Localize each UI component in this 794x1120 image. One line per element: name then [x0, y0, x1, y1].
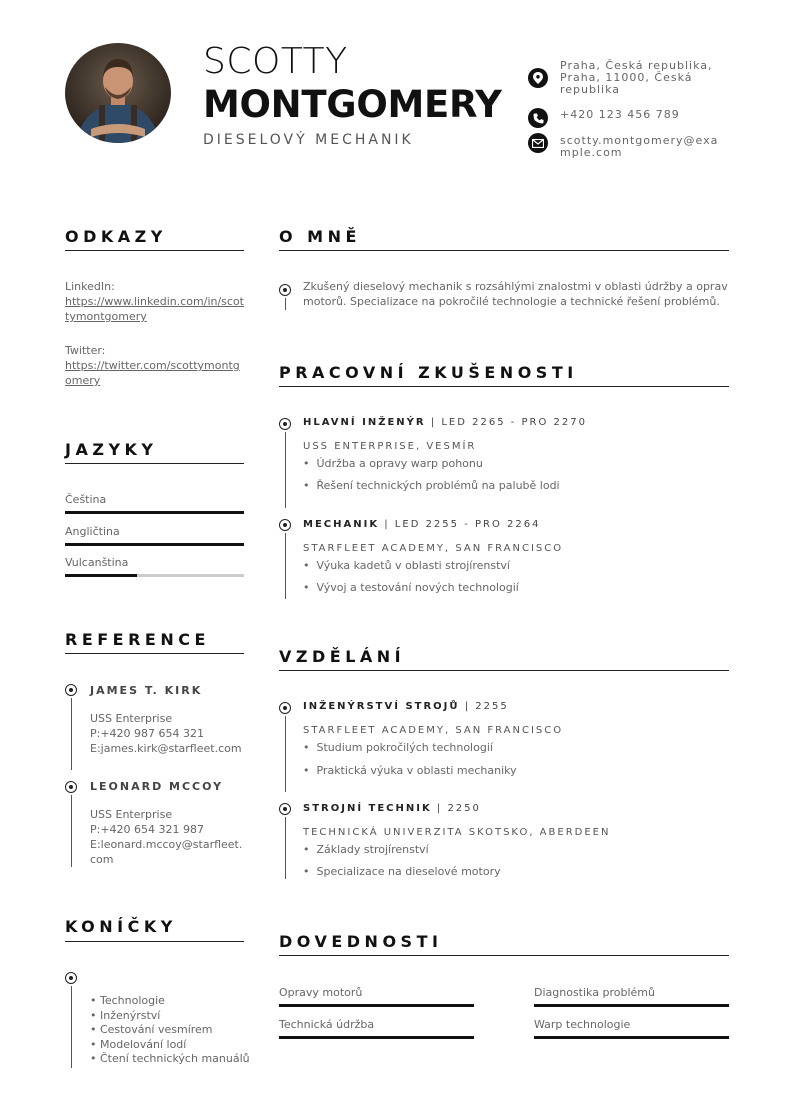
linkedin-link[interactable]: https://www.linkedin.com/in/scottymontgomery: [65, 295, 244, 323]
languages-heading: JAZYKY: [65, 440, 158, 459]
timeline-dot-icon: [65, 972, 77, 984]
education-rule: [279, 670, 729, 671]
hobby-item: • Inženýrství: [90, 1008, 161, 1022]
skills-heading: DOVEDNOSTI: [279, 932, 443, 951]
timeline-dot-icon: [279, 284, 291, 296]
education-dates: | 2250: [431, 803, 481, 814]
languages-rule: [65, 463, 244, 464]
education-header: [303, 701, 509, 712]
skill-name: Warp technologie: [534, 1018, 631, 1031]
experience-heading: PRACOVNÍ ZKUŠENOSTI: [279, 363, 578, 382]
timeline-line: [285, 432, 286, 508]
skill-name: Diagnostika problémů: [534, 986, 655, 999]
skills-rule: [279, 955, 729, 956]
timeline-line: [71, 698, 72, 770]
references-rule: [65, 653, 244, 654]
reference-phone: P:+420 987 654 321: [90, 727, 205, 740]
language-bar: [65, 574, 244, 577]
language-name: Vulcanština: [65, 556, 129, 569]
timeline-line: [285, 716, 286, 792]
reference-name: LEONARD MCCOY: [90, 780, 224, 793]
education-dates: | 2255: [459, 701, 509, 712]
linkedin-block: [65, 279, 245, 324]
reference-details: [90, 711, 245, 756]
experience-dates: | LED 2265 - PRO 2270: [425, 417, 587, 428]
language-name: Čeština: [65, 493, 107, 506]
contact-email: scotty.montgomery@example.com: [560, 134, 719, 159]
hobbies-rule: [65, 941, 244, 942]
twitter-link[interactable]: https://twitter.com/scottymontgomery: [65, 359, 240, 387]
education-bullet: • Studium pokročilých technologií: [303, 741, 493, 754]
location-pin-icon: [528, 68, 548, 88]
about-rule: [279, 250, 729, 251]
hobbies-list: [90, 994, 250, 1067]
education-bullet: • Praktická výuka v oblasti mechaniky: [303, 764, 517, 777]
experience-header: [303, 519, 540, 530]
skill-bar: [279, 1036, 474, 1039]
skill-bar: [534, 1004, 729, 1007]
experience-bullet: • Řešení technických problémů na palubě lodi: [303, 479, 560, 492]
experience-bullet: • Výuka kadetů v oblasti strojírenství: [303, 559, 510, 572]
timeline-dot-icon: [65, 684, 77, 696]
education-bullet: • Základy strojírenství: [303, 843, 429, 856]
skill-name: Technická údržba: [279, 1018, 375, 1031]
phone-icon: [528, 108, 548, 128]
timeline-dot-icon: [279, 519, 291, 531]
timeline-dot-icon: [279, 418, 291, 430]
education-school: TECHNICKÁ UNIVERZITA SKOTSKO, ABERDEEN: [303, 827, 611, 838]
timeline-line: [71, 986, 72, 1068]
linkedin-label: LinkedIn:: [65, 280, 115, 293]
experience-dates: | LED 2255 - PRO 2264: [379, 519, 541, 530]
hobby-item: • Technologie: [90, 994, 165, 1007]
timeline-dot-icon: [279, 702, 291, 714]
experience-role: MECHANIK: [303, 519, 380, 530]
timeline-line: [285, 817, 286, 879]
about-text: Zkušený dieselový mechanik s rozsáhlými znalostmi v oblasti údržby a oprav motorů. Specializace na pokročilé technologie a technické řešení problémů.: [303, 280, 728, 308]
contact-phone: +420 123 456 789: [560, 108, 680, 121]
education-bullet: • Specializace na dieselové motory: [303, 865, 501, 878]
last-name: MONTGOMERY: [203, 83, 502, 126]
experience-bullet: • Údržba a opravy warp pohonu: [303, 457, 483, 470]
reference-org: USS Enterprise: [90, 808, 173, 821]
language-level: [65, 574, 137, 577]
education-school: STARFLEET ACADEMY, SAN FRANCISCO: [303, 725, 564, 736]
education-degree: INŽENÝRSTVÍ STROJŮ: [303, 701, 460, 712]
links-rule: [65, 250, 244, 251]
twitter-label: Twitter:: [65, 344, 106, 357]
timeline-line: [71, 795, 72, 867]
first-name: SCOTTY: [203, 41, 348, 82]
skill-bar: [279, 1004, 474, 1007]
experience-org: STARFLEET ACADEMY, SAN FRANCISCO: [303, 543, 564, 554]
timeline-dot-icon: [65, 781, 77, 793]
job-title: DIESELOVÝ MECHANIK: [203, 132, 414, 148]
email-icon: [528, 133, 548, 153]
hobbies-heading: KONÍČKY: [65, 917, 177, 936]
timeline-line: [285, 533, 286, 599]
reference-phone: P:+420 654 321 987: [90, 823, 205, 836]
timeline-line: [285, 298, 286, 310]
skill-bar: [534, 1036, 729, 1039]
experience-rule: [279, 386, 729, 387]
hobby-item: • Čtení technických manuálů: [90, 1052, 250, 1065]
hobby-item: • Modelování lodí: [90, 1037, 187, 1051]
experience-org: USS ENTERPRISE, VESMÍR: [303, 441, 477, 452]
education-header: [303, 803, 481, 814]
language-level: [65, 511, 244, 514]
references-heading: REFERENCE: [65, 630, 210, 649]
education-heading: VZDĚLÁNÍ: [279, 647, 406, 666]
experience-bullet: • Vývoj a testování nových technologií: [303, 581, 519, 594]
language-name: Angličtina: [65, 525, 120, 538]
experience-role: HLAVNÍ INŽENÝR: [303, 417, 426, 428]
contact-address: Praha, Česká republika, Praha, 11000, Česká republika: [560, 59, 713, 96]
links-heading: ODKAZY: [65, 227, 167, 246]
reference-email: E:james.kirk@starfleet.com: [90, 742, 242, 755]
language-level: [65, 543, 244, 546]
education-degree: STROJNÍ TECHNIK: [303, 803, 432, 814]
about-heading: O MNĚ: [279, 227, 361, 246]
skill-name: Opravy motorů: [279, 986, 363, 999]
language-bar: [65, 543, 244, 546]
reference-org: USS Enterprise: [90, 712, 173, 725]
language-bar: [65, 511, 244, 514]
reference-email: E:leonard.mccoy@starfleet.com: [90, 838, 243, 866]
hobby-item: • Cestování vesmírem: [90, 1023, 213, 1036]
experience-header: [303, 417, 587, 428]
timeline-dot-icon: [279, 803, 291, 815]
reference-details: [90, 807, 245, 867]
reference-name: JAMES T. KIRK: [90, 684, 203, 697]
profile-photo: [65, 43, 171, 143]
twitter-block: [65, 343, 245, 388]
